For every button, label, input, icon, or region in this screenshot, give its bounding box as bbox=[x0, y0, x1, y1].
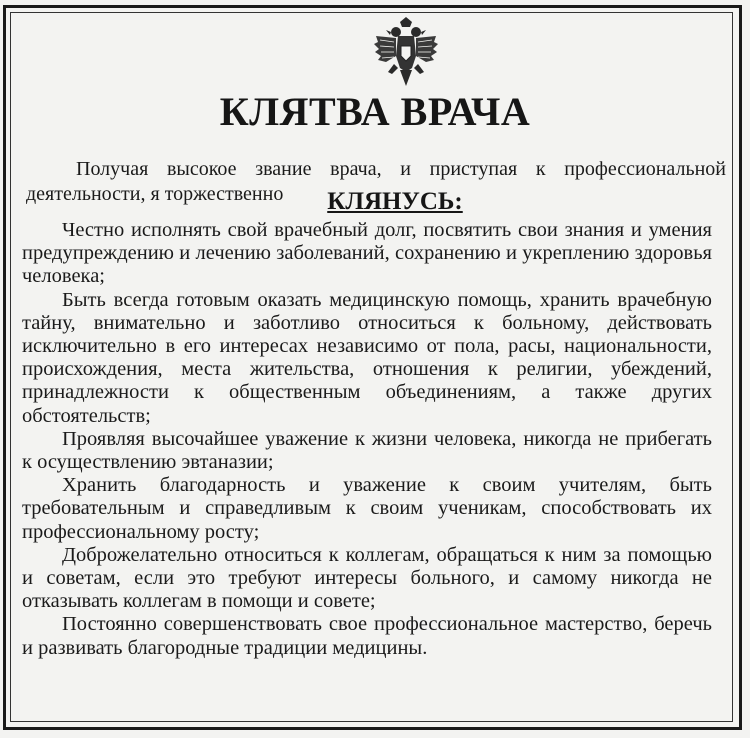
oath-paragraph: Доброжелательно относиться к коллегам, обращаться к ним за помощью и советам, если это требуют интересы больного, и самому никогда не отказывать коллегам в помощи и совете; bbox=[22, 543, 712, 613]
oath-paragraph: Честно исполнять свой врачебный долг, посвятить свои знания и умения предупреждению и лечению заболеваний, сохранению и укреплению здоровья человека; bbox=[22, 219, 712, 288]
oath-paragraph: Хранить благодарность и уважение к своим учителям, быть требовательным и справедливым к своим ученикам, способствовать их профессиональному росту; bbox=[22, 474, 712, 543]
intro-text: Получая высокое звание врача, и приступая к профессиональной деятельности, я торжественно bbox=[26, 158, 726, 205]
oath-paragraph: Постоянно совершенствовать свое профессиональное мастерство, беречь и развивать благородные традиции медицины. bbox=[22, 613, 712, 659]
document-title: КЛЯТВА ВРАЧА bbox=[219, 89, 531, 134]
oath-paragraph: Проявляя высочайшее уважение к жизни человека, никогда не прибегать к осуществлению эвтаназии; bbox=[22, 427, 712, 474]
oath-paragraph: Быть всегда готовым оказать медицинскую помощь, хранить врачебную тайну, внимательно и заботливо относиться к больному, действовать исключительно в его интересах независимо от пола, расы, национальности, происхождения, места жительства, отношения к религии, убеждений, принадлежности к общественным объединениям, а также других обстоятельств; bbox=[22, 288, 712, 427]
double-headed-eagle-icon bbox=[372, 16, 440, 88]
vow-heading: КЛЯНУСЬ: bbox=[327, 188, 463, 215]
oath-body bbox=[22, 219, 712, 660]
